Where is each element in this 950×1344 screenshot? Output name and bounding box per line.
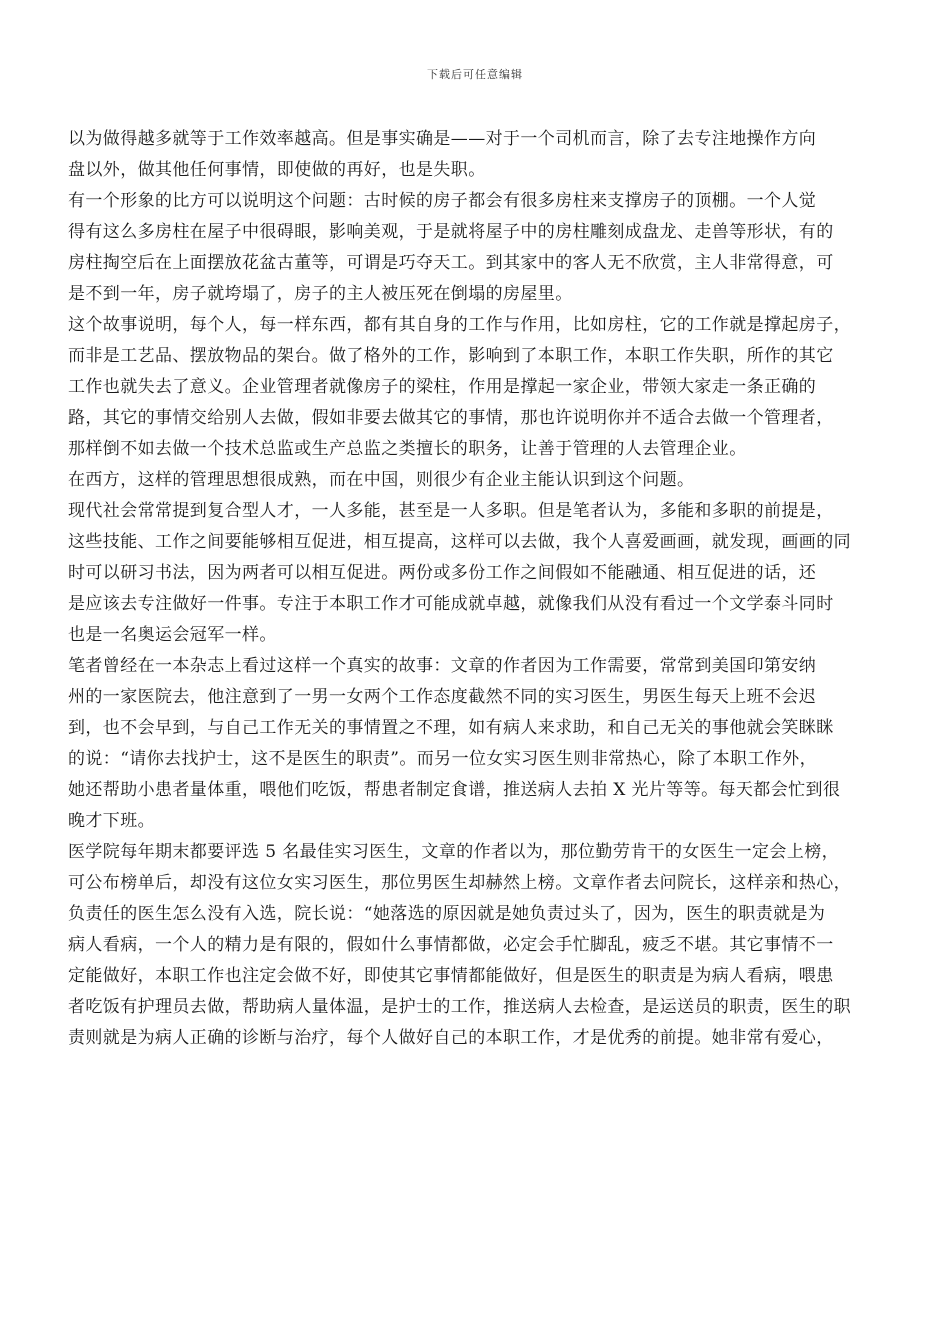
text-line: 这个故事说明，每个人，每一样东西，都有其自身的工作与作用，比如房柱，它的工作就是撑起房子， — [68, 315, 851, 335]
text-line: 定能做好，本职工作也注定会做不好，即使其它事情都能做好，但是医生的职责是为病人看病，喂患 — [68, 966, 834, 986]
text-line: 以为做得越多就等于工作效率越高。但是事实确是——对于一个司机而言，除了去专注地操作方向 — [68, 129, 817, 149]
text-line: 病人看病，一个人的精力是有限的，假如什么事情都做，必定会手忙脚乱，疲乏不堪。其它事情不一 — [68, 935, 834, 955]
text-line: 工作也就失去了意义。企业管理者就像房子的梁柱，作用是撑起一家企业，带领大家走一条正确的 — [68, 377, 817, 397]
text-line: 是应该去专注做好一件事。专注于本职工作才可能成就卓越，就像我们从没有看过一个文学泰斗同时 — [68, 594, 834, 614]
text-line: 者吃饭有护理员去做，帮助病人量体温，是护士的工作，推送病人去检查，是运送员的职责，医生的职 — [68, 997, 851, 1017]
text-line: 现代社会常常提到复合型人才，一人多能，甚至是一人多职。但是笔者认为，多能和多职的前提是， — [68, 501, 834, 521]
text-line: 晚才下班。 — [68, 811, 155, 831]
text-line: 那样倒不如去做一个技术总监或生产总监之类擅长的职务，让善于管理的人去管理企业。 — [68, 439, 747, 459]
text-line: 是不到一年，房子就垮塌了，房子的主人被压死在倒塌的房屋里。 — [68, 284, 573, 304]
document-body — [68, 124, 888, 1054]
text-line: 盘以外，做其他任何事情，即使做的再好，也是失职。 — [68, 160, 486, 180]
text-line: 这些技能、工作之间要能够相互促进，相互提高，这样可以去做，我个人喜爱画画，就发现，画画的同 — [68, 532, 851, 552]
text-line: 医学院每年期末都要评选 5 名最佳实习医生，文章的作者以为，那位勤劳肯干的女医生一定会上榜， — [68, 842, 840, 862]
text-line: 房柱掏空后在上面摆放花盆古董等，可谓是巧夺天工。到其家中的客人无不欣赏，主人非常得意，可 — [68, 253, 834, 273]
text-line: 得有这么多房柱在屋子中很碍眼，影响美观，于是就将屋子中的房柱雕刻成盘龙、走兽等形状，有的 — [68, 222, 834, 242]
text-line: 到，也不会早到，与自己工作无关的事情置之不理，如有病人来求助，和自己无关的事他就会笑眯眯 — [68, 718, 834, 738]
text-line: 时可以研习书法，因为两者可以相互促进。两份或多份工作之间假如不能融通、相互促进的话，还 — [68, 563, 817, 583]
page-header-note: 下载后可任意编辑 — [427, 68, 523, 81]
text-line: 笔者曾经在一本杂志上看过这样一个真实的故事：文章的作者因为工作需要，常常到美国印第安纳 — [68, 656, 817, 676]
text-line: 有一个形象的比方可以说明这个问题：古时候的房子都会有很多房柱来支撑房子的顶棚。一个人觉 — [68, 191, 817, 211]
text-line: 责则就是为病人正确的诊断与治疗，每个人做好自己的本职工作，才是优秀的前提。她非常有爱心， — [68, 1028, 834, 1048]
text-line: 负责任的医生怎么没有入选，院长说：“她落选的原因就是她负责过头了，因为，医生的职责就是为 — [68, 904, 826, 924]
text-line: 在西方，这样的管理思想很成熟，而在中国，则很少有企业主能认识到这个问题。 — [68, 470, 695, 490]
text-line: 而非是工艺品、摆放物品的架台。做了格外的工作，影响到了本职工作，本职工作失职，所作的其它 — [68, 346, 834, 366]
text-line: 州的一家医院去，他注意到了一男一女两个工作态度截然不同的实习医生，男医生每天上班不会迟 — [68, 687, 817, 707]
text-line: 她还帮助小患者量体重，喂他们吃饭，帮患者制定食谱，推送病人去拍 X 光片等等。每天都会忙到很 — [68, 780, 841, 800]
text-line: 的说：“请你去找护士，这不是医生的职责”。而另一位女实习医生则非常热心，除了本职工作外， — [68, 749, 817, 769]
text-line: 可公布榜单后，却没有这位女实习医生，那位男医生却赫然上榜。文章作者去问院长，这样亲和热心， — [68, 873, 851, 893]
text-line: 也是一名奥运会冠军一样。 — [68, 625, 277, 645]
text-line: 路，其它的事情交给别人去做，假如非要去做其它的事情，那也许说明你并不适合去做一个管理者， — [68, 408, 834, 428]
